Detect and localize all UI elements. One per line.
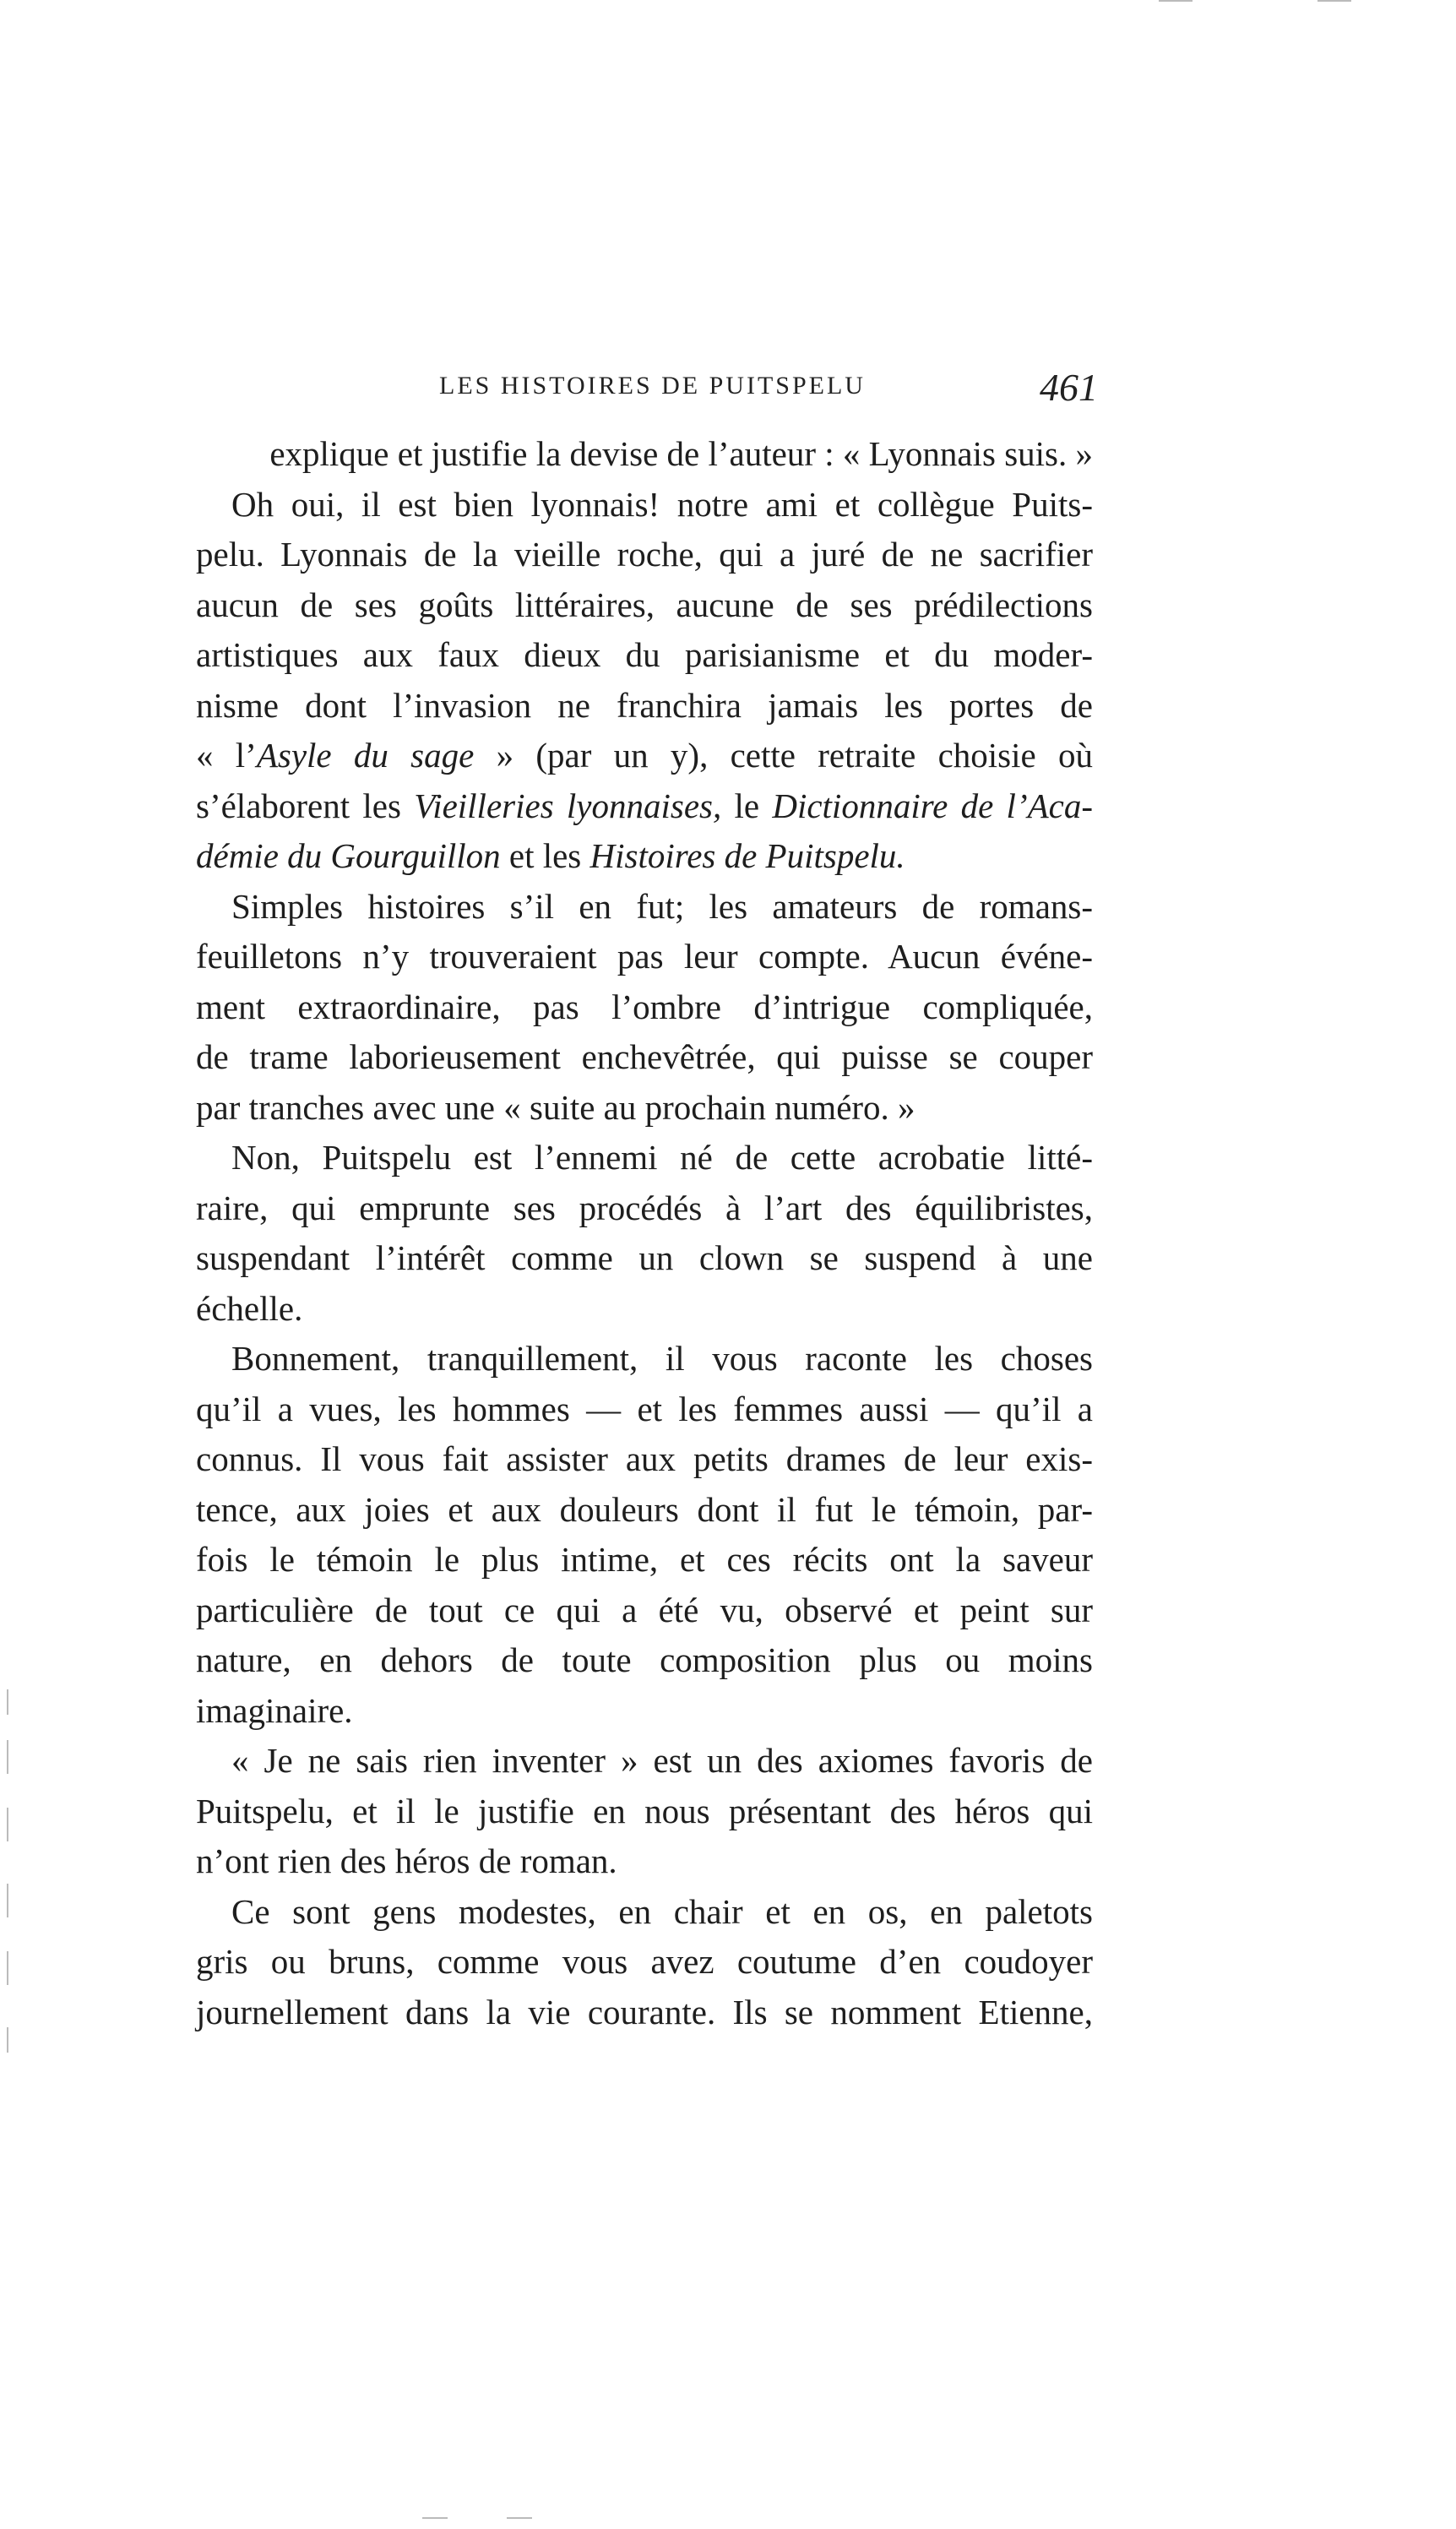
text-line: nature, en dehors de toute composition plus ou moins [196, 1640, 1093, 1679]
text-line: n’ont rien des héros de roman. [196, 1841, 617, 1880]
paragraph [196, 1133, 1093, 1334]
text-line: ment extraordinaire, pas l’ombre d’intrigue compliquée, [196, 987, 1093, 1026]
scan-margin-mark [1317, 0, 1351, 2]
scan-margin-mark [7, 1808, 8, 1841]
text-line: suspendant l’intérêt comme un clown se suspend à une [196, 1238, 1093, 1277]
italic-title: Asyle du sage [256, 736, 475, 775]
scan-margin-mark [7, 1689, 8, 1715]
text-line: fois le témoin le plus intime, et ces récits ont la saveur [196, 1540, 1093, 1579]
text-line: tence, aux joies et aux douleurs dont il fut le témoin, par- [196, 1489, 1093, 1529]
text-fragment: et les [500, 836, 590, 875]
running-title: LES HISTOIRES DE PUITSPELU [439, 372, 866, 400]
text-line: Bonnement, tranquillement, il vous raconte les choses [231, 1339, 1093, 1378]
text-line: journellement dans la vie courante. Ils se nomment Etienne, [196, 1992, 1093, 2031]
text-line [196, 781, 1093, 832]
text-fragment: le [721, 786, 773, 825]
scan-margin-mark [7, 1951, 8, 1985]
italic-title: Histoires de Puitspelu. [589, 836, 905, 875]
text-fragment: » (par un y), cette retraite choisie où [474, 736, 1093, 775]
text-line: Non, Puitspelu est l’ennemi né de cette acrobatie litté- [231, 1138, 1093, 1177]
text-line: Simples histoires s’il en fut; les amateurs de romans- [231, 886, 1093, 926]
text-line: feuilletons n’y trouveraient pas leur compte. Aucun événe- [196, 937, 1093, 976]
text-line: nisme dont l’invasion ne franchira jamais les portes de [196, 685, 1093, 725]
text-line: Ce sont gens modestes, en chair et en os, en paletots [231, 1891, 1093, 1931]
scan-margin-mark [7, 1740, 8, 1774]
page-number: 461 [1040, 366, 1098, 409]
text-line [196, 731, 1093, 781]
text-line: échelle. [196, 1288, 303, 1328]
text-line: pelu. Lyonnais de la vieille roche, qui a juré de ne sacrifier [196, 535, 1093, 574]
text-line: de trame laborieusement enchevêtrée, qui puisse se couper [196, 1037, 1093, 1076]
paragraph [196, 882, 1093, 1134]
paragraph [196, 429, 1093, 480]
scan-margin-mark [422, 2517, 448, 2519]
paragraph [196, 1887, 1093, 2038]
text-line: imaginaire. [196, 1690, 353, 1730]
text-line: Oh oui, il est bien lyonnais! notre ami et collègue Puits- [231, 484, 1093, 524]
text-fragment: s’élaborent les [196, 786, 415, 825]
text-line: raire, qui emprunte ses procédés à l’art des équilibristes, [196, 1188, 1093, 1227]
body-text [196, 429, 1093, 2037]
text-line: qu’il a vues, les hommes — et les femmes aussi — qu’il a [196, 1389, 1093, 1428]
scan-margin-mark [7, 1884, 8, 1917]
italic-title: démie du Gourguillon [196, 836, 501, 875]
text-line: artistiques aux faux dieux du parisianisme et du moder- [196, 635, 1093, 674]
paragraph [196, 480, 1093, 882]
text-line: Puitspelu, et il le justifie en nous présentant des héros qui [196, 1791, 1093, 1830]
italic-title: Dictionnaire de l’Aca- [772, 786, 1093, 825]
paragraph [196, 1334, 1093, 1736]
text-line: aucun de ses goûts littéraires, aucune de ses prédilections [196, 585, 1093, 624]
running-head [203, 366, 1098, 421]
text-line: connus. Il vous fait assister aux petits drames de leur exis- [196, 1439, 1093, 1478]
italic-title: Vieilleries lyonnaises, [414, 786, 722, 825]
text-line: gris ou bruns, comme vous avez coutume d’en coudoyer [196, 1942, 1093, 1981]
text-line [196, 831, 1093, 882]
text-line: explique et justifie la devise de l’auteur : « Lyonnais suis. » [269, 434, 1093, 473]
text-line: particulière de tout ce qui a été vu, observé et peint sur [196, 1590, 1093, 1629]
text-line: « Je ne sais rien inventer » est un des axiomes favoris de [231, 1741, 1093, 1780]
scan-margin-mark [507, 2517, 532, 2519]
paragraph [196, 1736, 1093, 1887]
scan-margin-mark [7, 2027, 8, 2053]
scan-margin-mark [1159, 0, 1193, 2]
text-line: par tranches avec une « suite au prochain numéro. » [196, 1087, 915, 1127]
text-fragment: « l’ [196, 736, 257, 775]
